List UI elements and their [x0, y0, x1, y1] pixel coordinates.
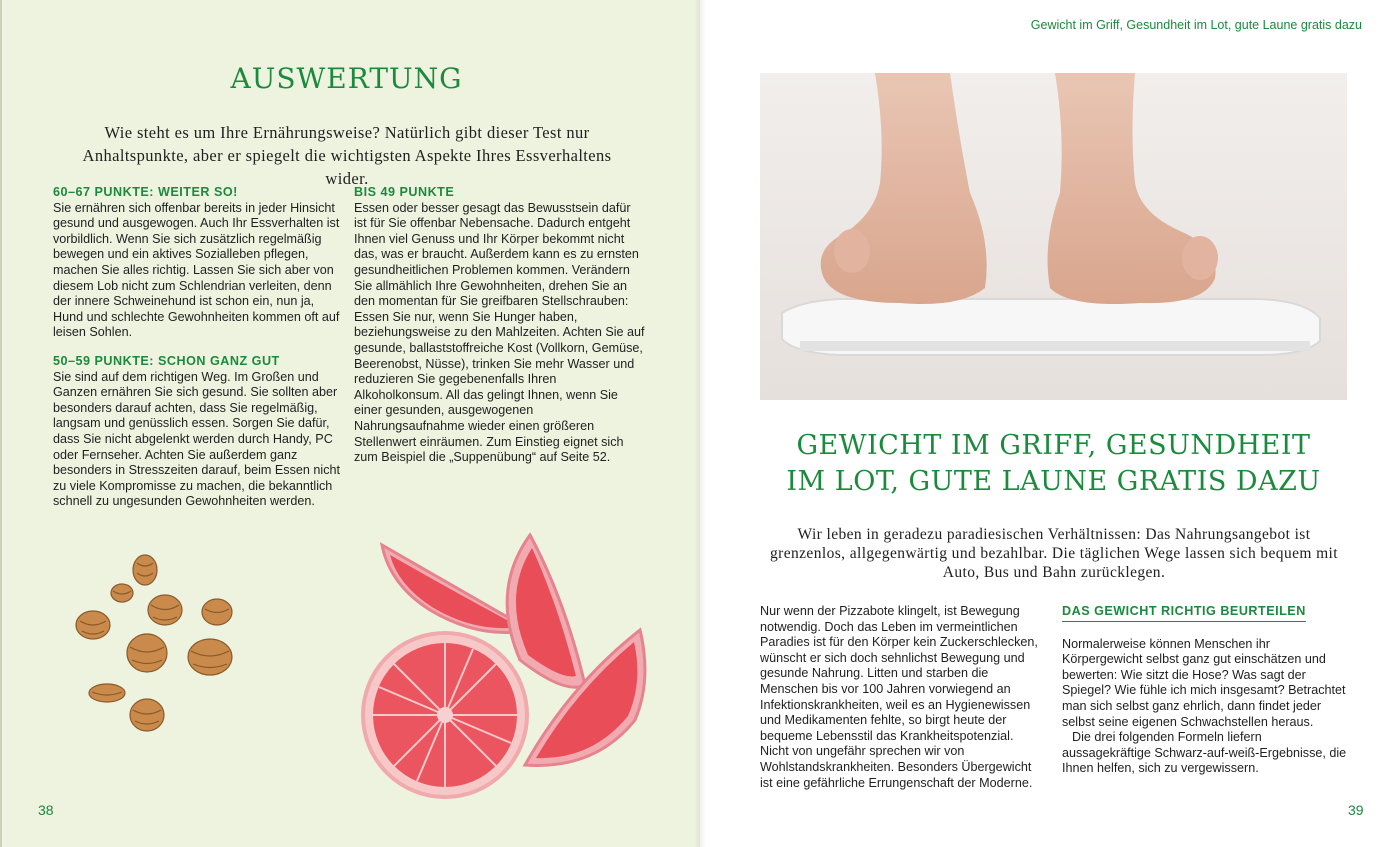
grapefruit-image	[340, 530, 660, 805]
section-heading-gewicht-beurteilen: DAS GEWICHT RICHTIG BEURTEILEN	[1062, 604, 1306, 622]
grapefruit-half	[363, 633, 527, 797]
walnut-piece	[89, 684, 125, 702]
scale-feet-photo	[760, 73, 1347, 400]
section-heading-60-67: 60–67 PUNKTE: WEITER SO!	[53, 185, 238, 199]
page-number-left: 38	[38, 802, 54, 818]
right-page-title-line2: IM LOT, GUTE LAUNE GRATIS DAZU	[786, 466, 1321, 497]
page-number-right: 39	[1348, 802, 1364, 818]
right-page-title	[760, 428, 1347, 500]
grapefruit-wedge	[507, 535, 585, 687]
walnut-piece	[111, 584, 133, 602]
running-head: Gewicht im Griff, Gesundheit im Lot, gute Laune gratis dazu	[1030, 18, 1362, 32]
right-column-2-paragraph-1: Normalerweise können Menschen ihr Körpergewicht selbst ganz gut einschätzen und bewerten: Wie sitzt die Hose? Was sagt der Spiegel? Wie fühle ich mich insgesamt? Betrachtet man sich selbst ganz ehrlich, dann findet jeder selbst seine eigenen Schwachstellen heraus.	[1062, 636, 1346, 729]
left-page-title: AUSWERTUNG	[230, 62, 463, 95]
section-text-60-67: Sie ernähren sich offenbar bereits in jeder Hinsicht gesund und ausgewogen. Auch Ihr Essverhalten ist vorbildlich. Wenn Sie sich zusätzlich regelmäßig bewegen und ein aktives Sozialleben pflegen, machen Sie alles richtig. Lassen Sie sich aber von diesem Lob nicht zum Schlendrian verleiten, denn der innere Schweinehund ist schon ein, nun ja, Hund und schlechte Gewohnheiten kommen oft auf leisen Sohlen.	[53, 200, 340, 340]
walnut-piece	[133, 555, 157, 585]
walnut-piece	[76, 611, 110, 639]
right-page-intro: Wir leben in geradezu paradiesischen Verhältnissen: Das Nahrungsangebot ist grenzenlos, allgegenwärtig und bezahlbar. Die täglichen Wege lassen sich bequem mit Auto, Bus und Bahn zurücklegen.	[770, 526, 1338, 581]
walnut-piece	[202, 599, 232, 625]
walnut-piece	[130, 699, 164, 731]
walnut-piece	[148, 595, 182, 625]
section-heading-50-59: 50–59 PUNKTE: SCHON GANZ GUT	[53, 353, 280, 368]
right-column-2-paragraph-2: Die drei folgenden Formeln liefern aussagekräftige Schwarz-auf-weiß-Ergebnisse, die Ihnen helfen, sich zu vergewissern.	[1062, 730, 1347, 776]
right-column-2	[1062, 604, 1352, 777]
right-column-1	[760, 604, 1045, 791]
right-column-1-text: Nur wenn der Pizzabote klingelt, ist Bewegung notwendig. Doch das Leben im vermeintlichen Paradies ist für den Körper kein Zuckerschlecken, wünscht er sich doch sehnlichst Bewegung und gesunde Nahrung. Litten und starben die Menschen bis vor 100 Jahren vorwiegend an Infektionskrankheiten, weil es an Hygienewissen und Medikamenten fehlte, so birgt heute der bequeme Lebensstil das Krankheitspotenzial. Nicht von ungefähr sprechen wir von Wohlstandskrankheiten. Besonders Übergewicht ist eine gefährliche Errungenschaft der Moderne.	[760, 604, 1038, 790]
left-column-2	[354, 185, 646, 466]
left-column-1	[53, 185, 343, 510]
book-gutter	[694, 0, 706, 847]
section-text-50-59: Sie sind auf dem richtigen Weg. Im Großen und Ganzen ernähren Sie sich gesund. Sie sollten aber besonders darauf achten, dass Sie regelmäßig, langsam und genüsslich essen. Sorgen Sie dafür, dass Sie nicht abgelenkt werden durch Handy, PC oder Fernseher. Achten Sie außerdem ganz besonders in Stresszeiten darauf, beim Essen nicht zu viele Kompromisse zu machen, die bekanntlich schnell zu ungesunden Gewohnheiten werden.	[53, 369, 341, 509]
walnut-piece	[188, 639, 232, 675]
bathroom-scale	[782, 299, 1320, 355]
section-heading-bis-49: BIS 49 PUNKTE	[354, 185, 455, 199]
walnut-piece	[127, 634, 167, 672]
section-text-bis-49: Essen oder besser gesagt das Bewusstsein dafür ist für Sie offenbar Nebensache. Dadurch entgeht Ihnen viel Genuss und Ihr Körper bekommt nicht das, was er braucht. Außerdem kann es zu ernsten gesundheitlichen Problemen kommen. Verändern Sie allmählich Ihre Gewohnheiten, drehen Sie an den momentan für Sie greifbaren Stellschrauben: Essen Sie nur, wenn Sie Hunger haben, beziehungsweise zu den Mahlzeiten. Achten Sie auf gesunde, ballaststoffreiche Kost (Vollkorn, Gemüse, Beerenobst, Nüsse), trinken Sie mehr Wasser und reduzieren Sie gegebenenfalls Ihren Alkoholkonsum. All das gelingt Ihnen, wenn Sie einer gesunden, ausgewogenen Nahrungsaufnahme wieder einen größeren Stellenwert einräumen. Zum Einstieg eignet sich zum Beispiel die „Suppenübung“ auf Seite 52.	[354, 200, 645, 465]
left-page-intro: Wie steht es um Ihre Ernährungsweise? Natürlich gibt dieser Test nur Anhaltspunkte, aber er spiegelt die wichtigsten Aspekte Ihres Essverhaltens wider.	[82, 123, 612, 188]
walnuts-image	[55, 545, 255, 745]
right-page-title-line1: GEWICHT IM GRIFF, GESUNDHEIT	[796, 430, 1311, 461]
